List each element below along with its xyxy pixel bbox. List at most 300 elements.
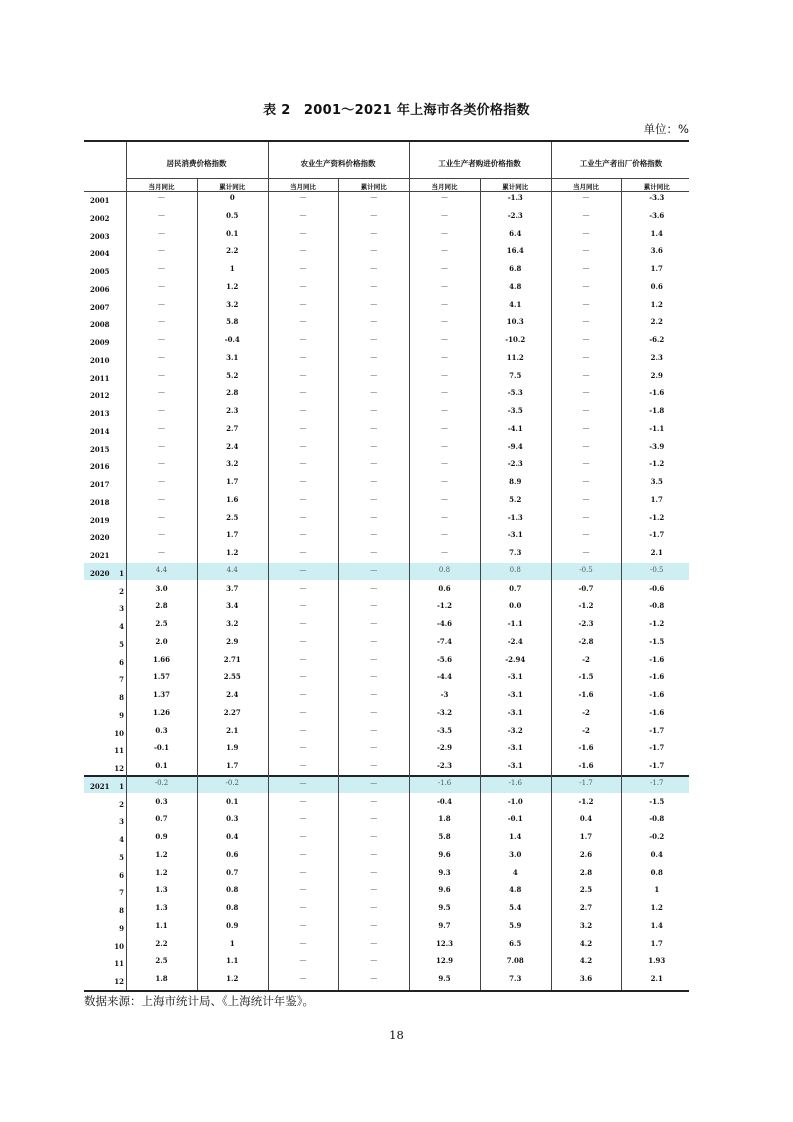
table-cell: -1.6 — [578, 761, 594, 770]
table-cell: -0.4 — [224, 335, 240, 344]
table-cell: -3.2 — [436, 707, 453, 717]
month-label: 7 — [119, 888, 124, 898]
subcolumn-header: 累计同比 — [643, 183, 670, 191]
table-cell: 1 — [654, 885, 660, 895]
block-separator — [84, 775, 689, 777]
table-cell: — — [370, 335, 378, 343]
table-cell: 0.5 — [226, 210, 239, 220]
table-cell: — — [370, 654, 378, 663]
table-cell: 2.1 — [226, 725, 239, 735]
table-cell: — — [370, 690, 378, 698]
table-cell: 2.3 — [226, 406, 239, 415]
month-label: 9 — [119, 923, 124, 933]
table-cell: 16.4 — [506, 246, 524, 256]
table-cell: — — [299, 814, 307, 823]
table-cell: 1 — [229, 264, 235, 273]
table-cell: — — [441, 441, 448, 450]
table-cell: 5.9 — [509, 920, 522, 930]
table-cell: — — [582, 317, 590, 326]
table-cell: 1.26 — [152, 707, 171, 717]
table-cell: -1.6 — [649, 388, 665, 398]
year-label: 2015 — [90, 444, 110, 454]
table-cell: -1.7 — [649, 530, 665, 540]
month-label: 8 — [119, 693, 124, 702]
table-cell: -1.2 — [649, 459, 665, 469]
table-cell: — — [582, 228, 590, 237]
table-cell: — — [299, 210, 307, 219]
table-cell: 9.6 — [438, 849, 451, 859]
table-cell: — — [441, 335, 448, 343]
table-cell: — — [299, 281, 307, 290]
table-cell: 2.4 — [226, 690, 239, 699]
table-cell: -0.2 — [225, 778, 239, 787]
table-cell: 1.2 — [155, 849, 168, 859]
table-cell: — — [158, 423, 165, 432]
table-cell: — — [299, 903, 307, 911]
table-cell: — — [158, 335, 165, 343]
table-cell: -0.1 — [153, 743, 170, 753]
table-cell: 9.7 — [438, 920, 451, 930]
table-cell: 1.1 — [226, 956, 239, 966]
year-label: 2017 — [90, 480, 110, 489]
table-cell: -0.2 — [154, 778, 169, 787]
year-label: 2013 — [90, 409, 110, 418]
table-cell: — — [370, 814, 378, 823]
subcolumn-header: 累计同比 — [360, 183, 387, 191]
table-cell: 1.3 — [155, 903, 168, 912]
table-cell: -3.2 — [507, 725, 523, 735]
table-cell: — — [370, 583, 378, 592]
table-cell: -1.5 — [649, 796, 665, 806]
table-cell: 0.3 — [155, 796, 168, 806]
table-cell: — — [299, 477, 307, 485]
page-title: 表 2 2001～2021 年上海市各类价格指数 — [263, 103, 530, 118]
table-cell: 9.6 — [438, 885, 451, 895]
table-cell: -1.7 — [650, 778, 664, 787]
table-cell: 1.37 — [152, 690, 171, 699]
table-cell: — — [158, 530, 165, 539]
table-cell: — — [299, 707, 307, 716]
table-cell: — — [370, 565, 378, 574]
table-cell: 0.4 — [226, 832, 239, 841]
table-cell: 1.2 — [226, 548, 239, 557]
table-cell: 2.6 — [579, 849, 593, 859]
table-cell: -1.8 — [649, 406, 665, 415]
table-cell: -2.8 — [578, 636, 594, 646]
table-cell: — — [299, 565, 307, 574]
subcolumn-header: 累计同比 — [219, 183, 246, 191]
table-cell: -1.7 — [649, 743, 665, 753]
table-cell: — — [370, 459, 378, 468]
table-cell: — — [158, 317, 165, 326]
month-label: 2 — [119, 799, 124, 809]
subcolumn-header: 累计同比 — [502, 183, 529, 191]
unit-label: 单位：% — [643, 122, 689, 136]
table-cell: — — [441, 317, 448, 326]
table-cell: 0.8 — [438, 565, 451, 574]
table-cell: 4 — [512, 867, 518, 877]
table-cell: 1.9 — [226, 743, 239, 753]
table-cell: 2.2 — [650, 317, 663, 327]
table-cell: 9.3 — [438, 867, 451, 877]
year-label: 2020 — [90, 533, 110, 543]
table-cell: 2.8 — [579, 867, 593, 877]
table-cell: -1.2 — [436, 601, 453, 611]
table-cell: 5.2 — [509, 494, 522, 504]
table-cell: 3.5 — [650, 477, 663, 486]
table-cell: -3.5 — [507, 406, 523, 415]
table-cell: 0.3 — [226, 814, 239, 824]
table-cell: -1.2 — [649, 619, 665, 628]
table-cell: 2.9 — [650, 370, 663, 380]
table-cell: 0.6 — [438, 583, 451, 593]
year-label: 2016 — [90, 462, 110, 472]
table-cell: — — [370, 920, 378, 929]
table-cell: 6.4 — [509, 228, 522, 238]
table-cell: -1.6 — [649, 654, 665, 664]
month-label: 1 — [119, 568, 124, 578]
table-cell: 2.2 — [155, 938, 168, 948]
table-cell: -0.2 — [649, 832, 665, 841]
table-cell: — — [370, 867, 378, 876]
table-cell: — — [370, 725, 378, 734]
table-cell: -1.6 — [578, 743, 594, 753]
table-cell: — — [370, 956, 378, 965]
year-label: 2010 — [90, 355, 110, 365]
month-label: 4 — [119, 622, 124, 631]
table-cell: — — [582, 335, 590, 343]
month-label: 3 — [119, 817, 124, 827]
table-cell: — — [299, 672, 307, 681]
table-cell: 1.7 — [226, 477, 239, 486]
table-cell: — — [299, 494, 307, 503]
table-cell: -1.3 — [507, 512, 523, 522]
table-cell: 4.8 — [509, 885, 522, 895]
table-cell: — — [582, 299, 590, 308]
table-cell: — — [441, 530, 448, 539]
table-cell: 1.66 — [152, 654, 171, 664]
table-cell: 0.7 — [155, 814, 168, 824]
source-note: 数据来源：上海市统计局、《上海统计年鉴》。 — [84, 994, 314, 1008]
table-cell: — — [299, 388, 307, 397]
table-cell: 2.5 — [226, 512, 239, 522]
table-cell: — — [441, 423, 448, 432]
table-cell: 1.6 — [226, 494, 239, 504]
table-cell: — — [370, 281, 378, 290]
table-cell: — — [441, 246, 448, 255]
table-cell: — — [299, 335, 307, 343]
month-label: 8 — [119, 906, 124, 915]
table-cell: 5.8 — [438, 832, 451, 841]
table-cell: -4.1 — [507, 423, 523, 433]
table-cell: — — [441, 228, 448, 237]
table-cell: -0.7 — [578, 583, 594, 593]
table-cell: — — [299, 406, 307, 414]
table-cell: — — [370, 903, 378, 911]
table-cell: — — [582, 423, 590, 432]
table-cell: -2.3 — [507, 210, 523, 220]
table-cell: 2.8 — [155, 601, 168, 611]
table-cell: 5.2 — [226, 370, 239, 380]
table-cell: 7.08 — [506, 956, 524, 966]
table-cell: -1.2 — [649, 512, 665, 522]
table-cell: — — [441, 494, 448, 503]
table-cell: -2.94 — [505, 654, 526, 664]
month-label: 6 — [119, 870, 124, 880]
table-cell: — — [441, 548, 448, 556]
table-cell: 9.5 — [438, 903, 451, 912]
month-label: 10 — [114, 728, 124, 738]
table-cell: 1.3 — [155, 885, 168, 895]
table-cell: — — [370, 477, 378, 485]
table-cell: — — [370, 707, 378, 716]
table-cell: -1.1 — [649, 423, 665, 433]
table-cell: — — [582, 548, 590, 556]
table-cell: — — [299, 832, 307, 840]
table-cell: 2.27 — [223, 707, 241, 717]
table-cell: 0.8 — [226, 903, 239, 912]
table-cell: — — [299, 423, 307, 432]
table-cell: — — [299, 601, 307, 610]
table-cell: -3.1 — [507, 707, 523, 717]
table-cell: — — [299, 885, 307, 894]
table-cell: -1.5 — [578, 672, 594, 682]
table-cell: — — [299, 956, 307, 965]
table-cell: -5.6 — [436, 654, 453, 664]
table-cell: 1.2 — [650, 903, 663, 912]
table-cell: -7.4 — [436, 636, 453, 646]
table-cell: -3.5 — [436, 725, 453, 735]
table-cell: 4.2 — [579, 956, 593, 966]
table-cell: — — [299, 778, 307, 787]
table-cell: 12.9 — [435, 956, 454, 966]
year-label: 2008 — [90, 320, 110, 330]
table-cell: 6.5 — [509, 938, 522, 948]
month-label: 5 — [119, 852, 124, 862]
table-cell: 0 — [229, 193, 235, 202]
subcolumn-header: 当月同比 — [290, 183, 316, 191]
table-cell: — — [441, 264, 448, 272]
table-cell: 3.2 — [226, 459, 239, 469]
table-cell: — — [441, 210, 448, 219]
table-cell: -1.7 — [649, 761, 665, 770]
year-label: 2002 — [90, 213, 110, 223]
table-cell: -2.9 — [436, 743, 453, 753]
table-cell: — — [370, 246, 378, 255]
table-cell: -0.8 — [649, 814, 665, 824]
table-cell: — — [370, 264, 378, 272]
table-cell: 1 — [229, 938, 235, 948]
table-cell: -3.1 — [507, 761, 523, 770]
month-label: 2 — [119, 586, 124, 596]
table-cell: — — [158, 210, 165, 219]
table-cell: 2.7 — [579, 903, 593, 912]
table-cell: — — [299, 228, 307, 237]
table-cell: -0.1 — [507, 814, 523, 824]
table-cell: -3.1 — [507, 530, 523, 540]
table-cell: 1.93 — [648, 956, 666, 966]
table-cell: -4.4 — [436, 672, 453, 682]
table-cell: -5.3 — [507, 388, 523, 398]
table-cell: — — [158, 193, 165, 201]
table-cell: -1.3 — [507, 193, 523, 202]
table-cell: — — [158, 246, 165, 255]
table-cell: -2 — [582, 707, 590, 717]
table-cell: — — [370, 778, 378, 787]
table-cell: -2.3 — [578, 619, 594, 628]
table-cell: 1.4 — [650, 920, 663, 930]
table-cell: 2.7 — [226, 423, 239, 433]
table-cell: 1.1 — [155, 920, 168, 930]
table-cell: -6.2 — [649, 335, 665, 344]
table-cell: — — [299, 761, 307, 769]
table-cell: — — [582, 388, 590, 397]
table-cell: — — [370, 406, 378, 414]
table-cell: — — [370, 796, 378, 805]
table-cell: — — [370, 317, 378, 326]
year-label: 2012 — [90, 391, 110, 401]
table-cell: — — [370, 494, 378, 503]
table-cell: — — [158, 406, 165, 414]
table-cell: -3.3 — [649, 193, 665, 202]
table-cell: 2.3 — [650, 352, 663, 362]
table-cell: — — [370, 548, 378, 556]
table-cell: -2.3 — [436, 761, 453, 770]
table-cell: 2.9 — [226, 636, 239, 646]
table-cell: 0.1 — [226, 796, 239, 806]
month-label: 9 — [119, 710, 124, 720]
table-cell: 8.9 — [509, 477, 522, 486]
table-cell: 0.9 — [226, 920, 239, 930]
table-cell: 2.71 — [223, 654, 241, 664]
table-cell: — — [582, 193, 590, 201]
table-cell: — — [582, 477, 590, 485]
table-cell: 0.6 — [226, 849, 239, 859]
table-cell: — — [158, 459, 165, 468]
month-label: 3 — [119, 604, 124, 614]
month-label: 12 — [114, 764, 124, 773]
table-cell: — — [582, 210, 590, 219]
subcolumn-header: 当月同比 — [148, 183, 175, 191]
table-cell: — — [441, 512, 448, 521]
table-cell: 3.2 — [226, 619, 239, 628]
month-label: 5 — [119, 639, 124, 649]
group-header: 居民消费价格指数 — [166, 159, 227, 168]
table-cell: -9.4 — [507, 441, 523, 451]
table-cell: 0.0 — [509, 601, 522, 611]
table-cell: 0.1 — [155, 761, 168, 770]
table-cell: — — [299, 920, 307, 929]
table-cell: 2.1 — [650, 974, 663, 983]
table-cell: — — [299, 370, 307, 379]
year-label: 2004 — [90, 249, 110, 259]
table-cell: — — [370, 388, 378, 397]
table-cell: 4.2 — [579, 938, 593, 948]
table-cell: — — [582, 281, 590, 290]
table-cell: 3.6 — [579, 974, 593, 983]
table-cell: -3.9 — [649, 441, 665, 451]
table-cell: — — [370, 974, 378, 982]
table-cell: 2.2 — [226, 246, 239, 256]
year-label: 2020 — [90, 568, 110, 578]
table-cell: — — [370, 938, 378, 947]
table-cell: 2.5 — [155, 956, 168, 966]
table-cell: — — [299, 796, 307, 805]
table-cell: 1.57 — [152, 672, 171, 682]
table-cell: -2 — [582, 725, 590, 735]
table-cell: — — [299, 441, 307, 450]
year-label: 2021 — [90, 551, 110, 560]
table-cell: — — [582, 370, 590, 379]
table-cell: — — [370, 885, 378, 894]
subcolumn-header: 当月同比 — [573, 183, 599, 191]
table-cell: — — [158, 352, 165, 361]
table-cell: 1.7 — [650, 264, 663, 273]
table-cell: 0.9 — [155, 832, 168, 841]
table-cell: — — [299, 459, 307, 468]
table-cell: — — [370, 228, 378, 237]
table-cell: 1.8 — [438, 814, 451, 824]
table-cell: 5.4 — [509, 903, 522, 912]
table-cell: — — [299, 690, 307, 698]
table-cell: -1.6 — [649, 707, 665, 717]
table-cell: 0.8 — [650, 867, 663, 877]
year-label: 2005 — [90, 267, 110, 276]
table-cell: — — [299, 299, 307, 308]
year-label: 2003 — [90, 231, 110, 241]
table-cell: -10.2 — [505, 335, 526, 344]
table-cell: 4.4 — [226, 565, 238, 574]
table-cell: — — [441, 388, 448, 397]
table-cell: -0.6 — [649, 583, 665, 593]
table-cell: 3.2 — [579, 920, 593, 930]
table-cell: 2.8 — [226, 388, 239, 398]
table-cell: — — [299, 974, 307, 982]
table-cell: 1.2 — [650, 299, 663, 309]
table-cell: -1.1 — [507, 619, 523, 628]
table-cell: -2.4 — [507, 636, 523, 646]
table-cell: — — [370, 193, 378, 201]
table-cell: — — [158, 264, 165, 272]
table-cell: -1.7 — [579, 778, 593, 787]
table-cell: -0.5 — [650, 565, 664, 574]
month-label: 4 — [119, 835, 124, 844]
table-cell: 2.5 — [579, 885, 593, 895]
table-cell: — — [158, 228, 165, 237]
table-cell: 1.4 — [509, 832, 522, 841]
table-cell: -0.4 — [436, 796, 453, 806]
table-cell: — — [370, 832, 378, 840]
table-cell: 10.3 — [506, 317, 524, 327]
table-cell: — — [582, 246, 590, 255]
year-label: 2001 — [90, 196, 110, 205]
table-cell: 5.8 — [226, 317, 239, 327]
year-label: 2019 — [90, 515, 110, 525]
table-cell: — — [299, 743, 307, 752]
table-cell: — — [158, 281, 165, 290]
table-cell: 7.3 — [509, 548, 522, 557]
table-cell: — — [441, 459, 448, 468]
table-cell: — — [299, 938, 307, 947]
table-cell: 0.7 — [509, 583, 522, 593]
table-cell: 2.5 — [155, 619, 168, 628]
table-cell: — — [370, 849, 378, 858]
price-index-table — [84, 140, 689, 992]
month-label: 1 — [119, 781, 124, 791]
table-cell: 3.1 — [226, 352, 239, 362]
table-cell: — — [370, 441, 378, 450]
header-rule — [84, 191, 689, 192]
